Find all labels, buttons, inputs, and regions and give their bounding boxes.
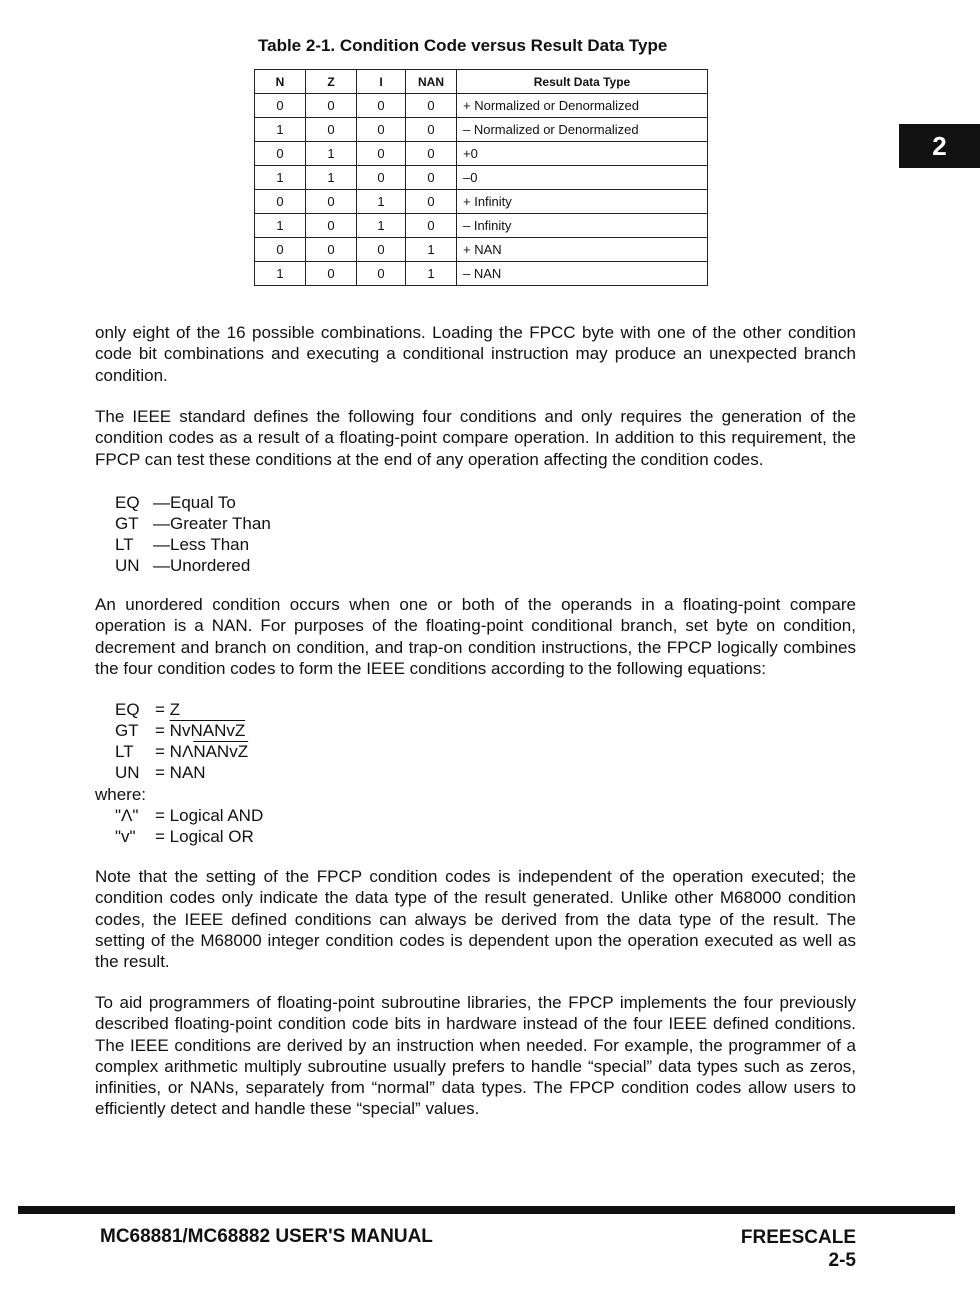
cell-result: –0 xyxy=(457,166,708,190)
equation-gt: GT = NvNANvZ xyxy=(115,721,246,740)
footer-right xyxy=(741,1226,856,1272)
table-row xyxy=(255,118,708,142)
cell-result: +0 xyxy=(457,142,708,166)
equation-un: UN = NAN xyxy=(115,763,206,782)
cell-result: + Infinity xyxy=(457,190,708,214)
equations-list xyxy=(115,699,248,783)
condition-item: EQ —Equal To xyxy=(115,493,236,512)
paragraph-4-block xyxy=(95,866,856,972)
cell-result: – Infinity xyxy=(457,214,708,238)
cell-n: 1 xyxy=(255,166,306,190)
table-row xyxy=(255,262,708,286)
cell-result: – NAN xyxy=(457,262,708,286)
publisher-name: FREESCALE xyxy=(740,1227,856,1248)
condition-item: GT —Greater Than xyxy=(115,514,271,533)
header-n: N xyxy=(255,70,306,94)
table-row xyxy=(255,238,708,262)
cell-nan: 0 xyxy=(406,214,457,238)
header-z: Z xyxy=(306,70,357,94)
cell-i: 0 xyxy=(357,94,406,118)
cell-n: 0 xyxy=(255,190,306,214)
table-row xyxy=(255,94,708,118)
header-i: I xyxy=(357,70,406,94)
paragraph-5-block xyxy=(95,992,856,1120)
table-row xyxy=(255,142,708,166)
cell-result: – Normalized or Denormalized xyxy=(457,118,708,142)
table-row xyxy=(255,190,708,214)
cell-nan: 0 xyxy=(406,142,457,166)
cell-i: 0 xyxy=(357,238,406,262)
condition-code-table xyxy=(254,69,708,286)
table-header-row xyxy=(255,70,708,94)
cell-nan: 1 xyxy=(406,262,457,286)
equation-eq: EQ = Z xyxy=(115,700,181,719)
cell-n: 1 xyxy=(255,118,306,142)
cell-nan: 0 xyxy=(406,190,457,214)
paragraph-2: The IEEE standard defines the following four conditions and only requires the generation of the condition codes as a result of a floating-point compare operation. In addition to this requirement, the FPCP can test these conditions at the end of any operation affecting the condition codes. xyxy=(95,407,856,469)
paragraph-3: An unordered condition occurs when one or both of the operands in a floating-point compare operation is a NAN. For purposes of the floating-point conditional branch, set byte on condition, decrement and branch on condition, and trap-on condition instructions, the FPCP logically combines the four condition codes to form the IEEE conditions according to the following equations: xyxy=(95,595,856,678)
cell-nan: 0 xyxy=(406,118,457,142)
cell-nan: 0 xyxy=(406,166,457,190)
cell-i: 0 xyxy=(357,166,406,190)
paragraph-2-block xyxy=(95,406,856,470)
paragraph-4: Note that the setting of the FPCP condition codes is independent of the operation executed; the condition codes only indicate the data type of the result generated. Unlike other M68000 condition codes, the IEEE defined conditions can always be derived from the data type of the result. The setting of the M68000 integer condition codes is dependent upon the operation executed as well as the result. xyxy=(95,867,856,972)
where-label: where: xyxy=(95,785,147,804)
cell-z: 0 xyxy=(306,238,357,262)
where-item: "Λ" = Logical AND xyxy=(115,806,264,825)
cell-n: 0 xyxy=(255,142,306,166)
conditions-list xyxy=(115,492,271,576)
cell-z: 0 xyxy=(306,190,357,214)
cell-z: 0 xyxy=(306,214,357,238)
cell-n: 1 xyxy=(255,214,306,238)
cell-i: 0 xyxy=(357,262,406,286)
cell-n: 0 xyxy=(255,94,306,118)
paragraph-1-block xyxy=(95,322,856,386)
cell-z: 0 xyxy=(306,118,357,142)
cell-i: 0 xyxy=(357,142,406,166)
header-nan: NAN xyxy=(406,70,457,94)
footer-rule xyxy=(18,1206,955,1214)
where-list xyxy=(115,805,263,847)
equation-lt: LT = $N\Lambda\overline{NAN}\overline{vZ}$ xyxy=(115,742,249,761)
table-row xyxy=(255,166,708,190)
cell-z: 1 xyxy=(306,166,357,190)
paragraph-3-block xyxy=(95,594,856,679)
cell-i: 1 xyxy=(357,214,406,238)
header-result-data-type: Result Data Type xyxy=(457,70,708,94)
paragraph-5: To aid programmers of floating-point subroutine libraries, the FPCP implements the four previously described floating-point condition code bits in hardware instead of the four IEEE defined conditions. The IEEE conditions are derived by an instruction when needed. For example, the programmer of a complex arithmetic multiply subroutine usually prefers to handle “special” data types such as zeros, infinities, or NANs, separately from “normal” data types. The FPCP condition codes allow users to efficiently detect and handle these “special” values. xyxy=(95,993,856,1119)
manual-title: MC68881/MC68882 USER'S MANUAL xyxy=(100,1226,433,1247)
condition-item: UN —Unordered xyxy=(115,556,251,575)
page-number: 2-5 xyxy=(828,1250,856,1271)
where-item: "v" = Logical OR xyxy=(115,827,254,846)
table-title: Table 2-1. Condition Code versus Result Data Type xyxy=(258,36,668,55)
cell-nan: 0 xyxy=(406,94,457,118)
cell-z: 1 xyxy=(306,142,357,166)
cell-i: 1 xyxy=(357,190,406,214)
cell-n: 0 xyxy=(255,238,306,262)
cell-z: 0 xyxy=(306,94,357,118)
cell-result: + Normalized or Denormalized xyxy=(457,94,708,118)
cell-nan: 1 xyxy=(406,238,457,262)
cell-z: 0 xyxy=(306,262,357,286)
cell-n: 1 xyxy=(255,262,306,286)
cell-i: 0 xyxy=(357,118,406,142)
table-row xyxy=(255,214,708,238)
where-label-block xyxy=(95,784,856,805)
paragraph-1: only eight of the 16 possible combinations. Loading the FPCC byte with one of the other condition code bit combinations and executing a conditional instruction may produce an unexpected branch condition. xyxy=(95,323,856,385)
condition-item: LT —Less Than xyxy=(115,535,250,554)
cell-result: + NAN xyxy=(457,238,708,262)
chapter-tab-marker: 2 xyxy=(899,124,980,168)
